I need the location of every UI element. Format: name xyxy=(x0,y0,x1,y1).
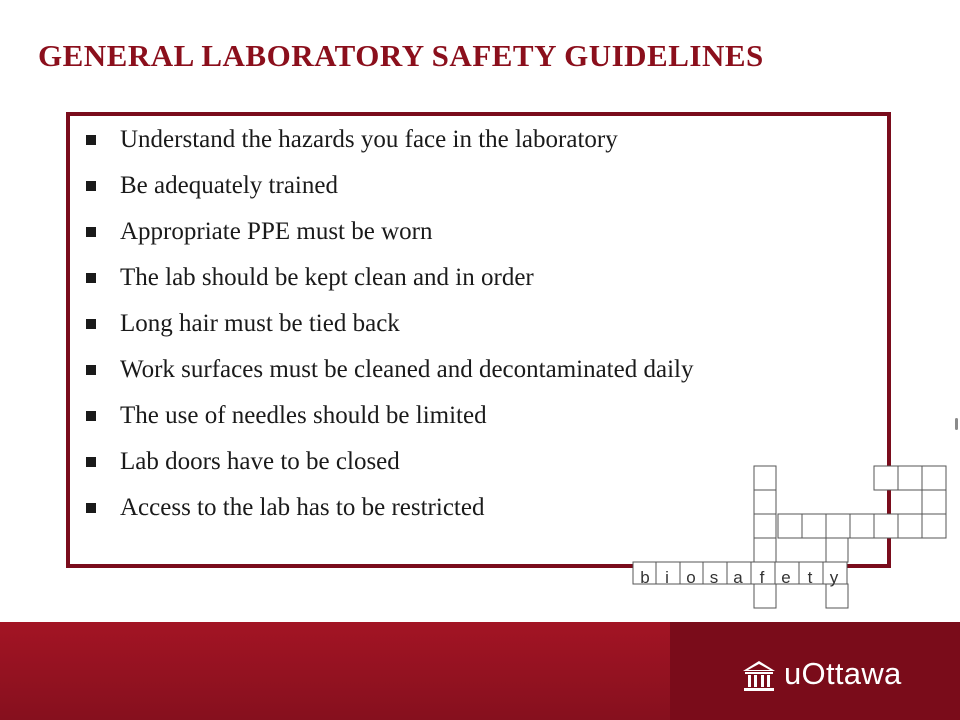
crossword-cell xyxy=(802,514,826,538)
crossword-cell xyxy=(922,490,946,514)
crossword-cell xyxy=(754,538,776,562)
crossword-letter: t xyxy=(807,568,813,587)
bullet-text: Long hair must be tied back xyxy=(120,310,400,337)
crossword-cell xyxy=(754,466,776,490)
crossword-letter: i xyxy=(665,568,669,587)
crossword-cell xyxy=(754,584,776,608)
footer-logo-panel xyxy=(670,622,960,720)
crossword-cell xyxy=(826,584,848,608)
crossword-cell xyxy=(850,514,874,538)
university-logo-text: uOttawa xyxy=(784,656,902,691)
crossword-cell xyxy=(922,466,946,490)
bullet-text: Access to the lab has to be restricted xyxy=(120,494,485,521)
bullet-text: The use of needles should be limited xyxy=(120,402,487,429)
university-building-icon xyxy=(742,660,776,692)
crossword-cell xyxy=(874,514,898,538)
bullet-text: Be adequately trained xyxy=(120,172,338,199)
crossword-letter: f xyxy=(759,568,765,587)
crossword-cell xyxy=(874,466,898,490)
crossword-cell xyxy=(754,490,776,514)
crossword-cell xyxy=(898,466,922,490)
crossword-cell xyxy=(754,514,776,538)
crossword-letter: o xyxy=(686,568,696,587)
crossword-letter: e xyxy=(781,568,791,587)
crossword-letter: y xyxy=(829,568,839,587)
crossword-letter: a xyxy=(733,568,743,587)
bullet-text: The lab should be kept clean and in order xyxy=(120,264,534,291)
bullet-text: Understand the hazards you face in the laboratory xyxy=(120,126,618,153)
crossword-letter: b xyxy=(640,568,650,587)
edge-mark xyxy=(955,418,958,430)
footer-band xyxy=(0,622,960,720)
crossword-cell xyxy=(826,514,850,538)
crossword-cell xyxy=(922,514,946,538)
bullet-text: Lab doors have to be closed xyxy=(120,448,400,475)
crossword-letter: s xyxy=(709,568,719,587)
crossword-cell xyxy=(898,514,922,538)
slide-title: GENERAL LABORATORY SAFETY GUIDELINES xyxy=(38,38,764,73)
bullet-text: Appropriate PPE must be worn xyxy=(120,218,433,245)
crossword-cell xyxy=(826,538,848,562)
bullet-text: Work surfaces must be cleaned and decontaminated daily xyxy=(120,356,694,383)
crossword-cell xyxy=(778,514,802,538)
